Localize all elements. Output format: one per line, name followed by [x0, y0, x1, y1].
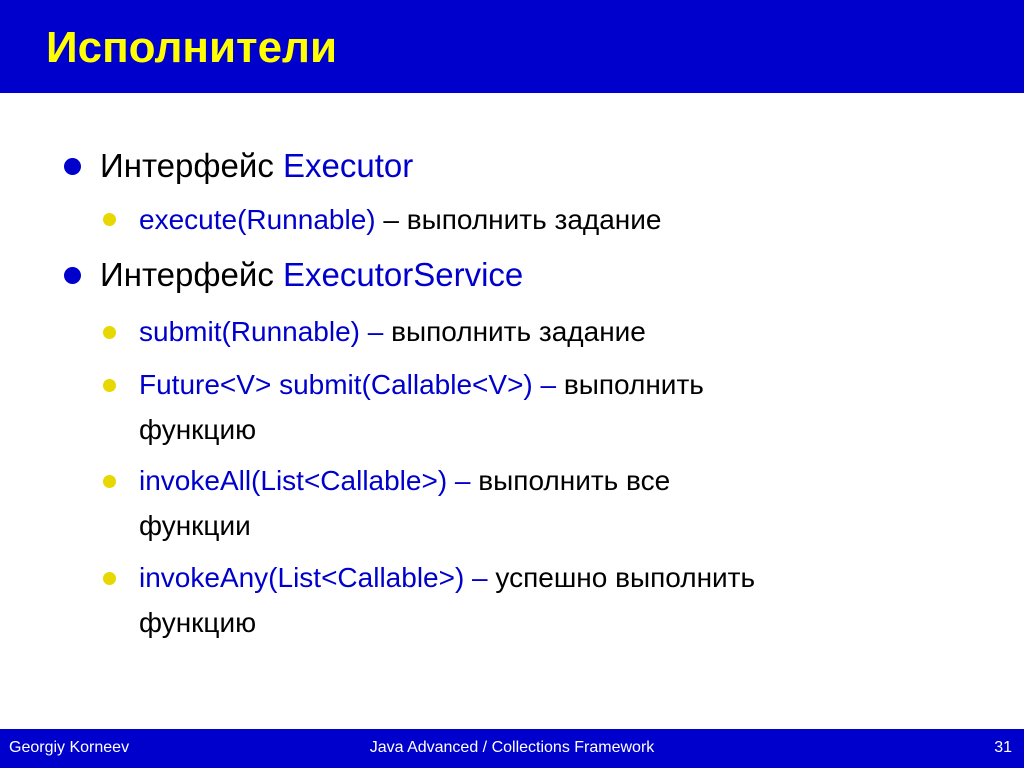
bullet-item-executorservice	[100, 255, 523, 295]
item-text: успешно выполнить	[487, 562, 756, 593]
item-code: Future<V> submit(Callable<V>) –	[139, 369, 557, 400]
item-continuation: функции	[139, 510, 251, 541]
sub-item-submit-runnable	[139, 309, 646, 354]
item-code: submit(Runnable) –	[139, 316, 384, 347]
bullet-icon	[103, 326, 116, 339]
item-text: выполнить задание	[383, 316, 646, 347]
item-code: ExecutorService	[283, 256, 524, 293]
item-prefix: Интерфейс	[100, 256, 283, 293]
sub-item-execute	[139, 197, 661, 242]
bullet-icon	[103, 475, 116, 488]
item-code: invokeAny(List<Callable>) –	[139, 562, 488, 593]
bullet-icon	[103, 572, 116, 585]
slide-content	[0, 93, 1024, 729]
bullet-item-executor	[100, 146, 413, 186]
footer-page-number: 31	[994, 739, 1012, 756]
item-code: Executor	[283, 147, 414, 184]
item-text: выполнить все	[470, 465, 671, 496]
slide-title: Исполнители	[46, 23, 338, 72]
footer-course: Java Advanced / Collections Framework	[369, 739, 655, 756]
item-continuation: функцию	[139, 607, 257, 638]
item-text: – выполнить задание	[375, 204, 662, 235]
item-text: выполнить	[556, 369, 704, 400]
bullet-icon	[103, 213, 116, 226]
item-prefix: Интерфейс	[100, 147, 283, 184]
item-code: execute(Runnable)	[139, 204, 376, 235]
bullet-icon	[64, 267, 81, 284]
bullet-icon	[103, 379, 116, 392]
footer-author: Georgiy Korneev	[9, 739, 130, 756]
sub-item-invokeany	[139, 555, 755, 645]
item-continuation: функцию	[139, 414, 257, 445]
sub-item-invokeall	[139, 458, 670, 548]
slide-footer	[0, 729, 1024, 768]
sub-item-submit-callable	[139, 362, 704, 452]
item-code: invokeAll(List<Callable>) –	[139, 465, 471, 496]
slide-header	[0, 0, 1024, 93]
bullet-icon	[64, 158, 81, 175]
